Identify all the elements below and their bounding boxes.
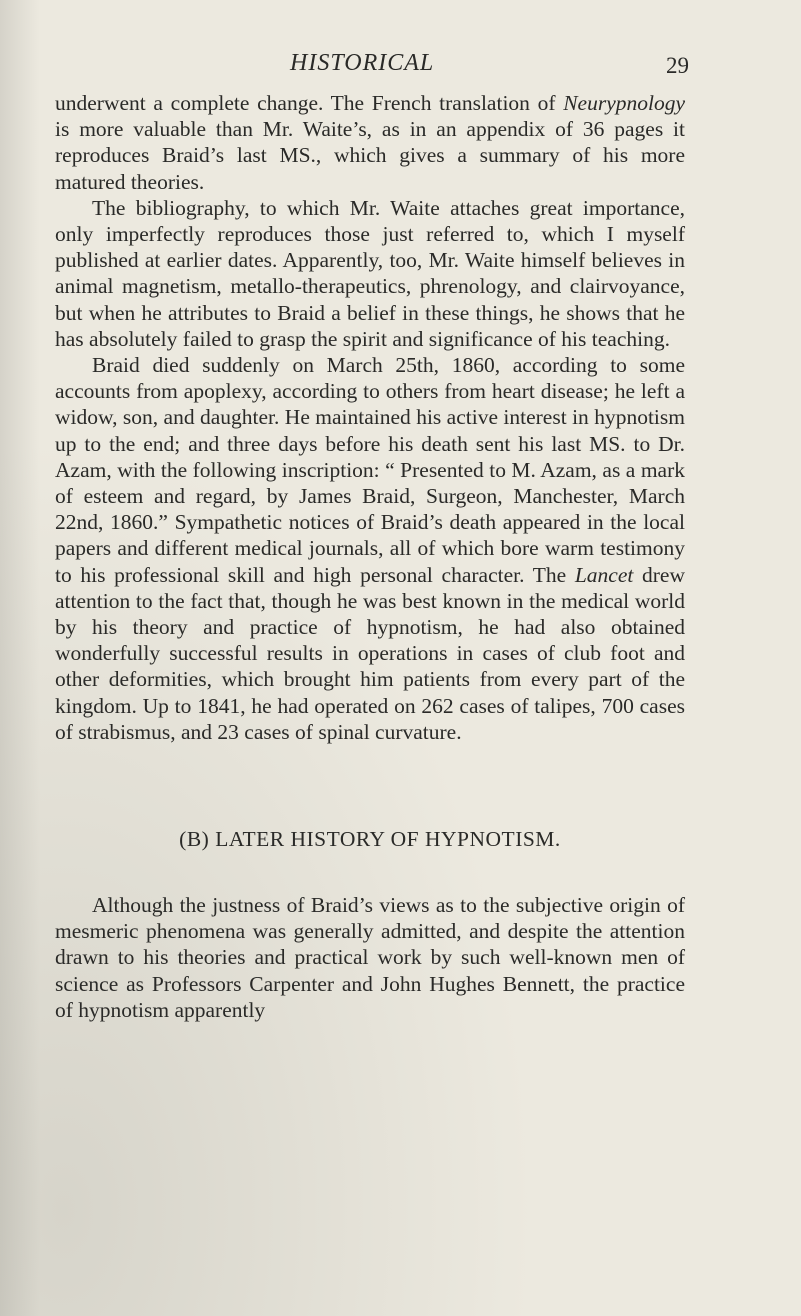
book-title-neurypnology: Neurypnology: [563, 91, 685, 115]
paragraph-text: underwent a complete change. The French translation of: [55, 91, 564, 115]
running-head: [0, 48, 801, 78]
body-text: [55, 90, 685, 1023]
paragraph-text: is more valuable than Mr. Waite’s, as in an appendix of 36 pages it reproduces Braid’s last MS., which gives a summary of his more matured theories.: [55, 117, 685, 194]
paragraph-continued: [55, 90, 685, 195]
section-heading: (B) LATER HISTORY OF HYPNOTISM.: [179, 827, 561, 852]
journal-title-lancet: Lancet: [574, 562, 634, 587]
paragraph-text: drew attention to the fact that, though he was best known in the medical world by his theory and practice of hypnotism, he had also obtained wonderfully successful results in operations in cases of club foot and other deformities, which brought him patients from every part of the kingdom. Up to 1841, he had operated on 262 cases of talipes, 700 cases of strabismus, and 23 cases of spinal curvature.: [55, 562, 685, 744]
page-number: 29: [666, 53, 689, 78]
running-title: HISTORICAL: [290, 50, 435, 76]
paragraph-later-history: Although the justness of Braid’s views as to the subjective origin of mesmeric phenomena was generally admitted, and despite the attention drawn to his theories and practical work by such well-known men of science as Professors Carpenter and John Hughes Bennett, the practice of hypnotism apparently: [55, 893, 685, 1022]
paragraph-braid-death: [55, 352, 685, 745]
paragraph-text: Braid died suddenly on March 25th, 1860, according to some accounts from apoplexy, according to others from heart disease; he left a widow, son, and daughter. He maintained his active interest in hypnotism up to the end; and three days before his death sent his last MS. to Dr. Azam, with the following inscription: “ Presented to M. Azam, as a mark of esteem and regard, by James Braid, Surgeon, Manchester, March 22nd, 1860.” Sympathetic notices of Braid’s death appeared in the local papers and different medical journals, all of which bore warm testimony to his professional skill and high personal character. The: [55, 353, 685, 587]
paragraph-bibliography: The bibliography, to which Mr. Waite attaches great importance, only imperfectly reproduces those just referred to, which I myself published at earlier dates. Apparently, too, Mr. Waite himself believes in animal magnetism, metallo-therapeutics, phrenology, and clairvoyance, but when he attributes to Braid a belief in these things, he shows that he has absolutely failed to grasp the spirit and significance of his teaching.: [55, 195, 685, 351]
